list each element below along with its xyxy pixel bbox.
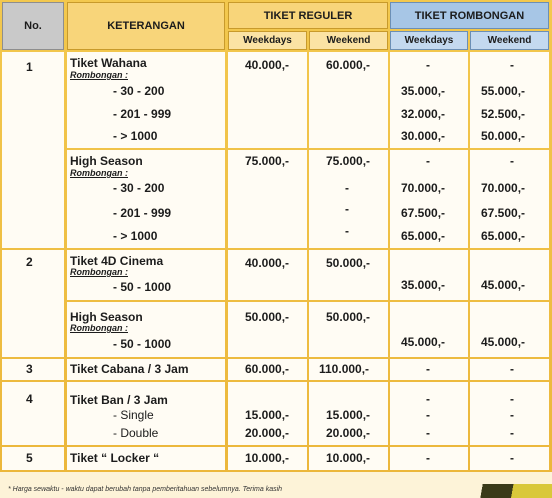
row4-rom-wd-cell	[390, 382, 468, 445]
row1-rom-weekdays-dash: -	[426, 58, 430, 72]
header-rombongan: TIKET ROMBONGAN	[390, 2, 549, 29]
row2b-rom-weekend: 45.000,-	[481, 335, 526, 349]
row2-reg-weekend: 50.000,-	[326, 256, 371, 270]
row1b-reg-weekend: 75.000,-	[326, 154, 371, 168]
row2b-reg-we-cell	[309, 302, 388, 357]
row2b-desc-cell	[67, 302, 225, 357]
row4-reg-we-cell	[309, 382, 388, 445]
row3-rom-weekdays-dash: -	[426, 362, 430, 376]
row2-reg-wd-cell	[228, 250, 307, 300]
row4-desc-cell	[67, 382, 225, 445]
row3-reg-wd-cell	[228, 359, 307, 380]
row3-desc-cell	[67, 359, 225, 380]
row1b-reg-we-cell	[309, 150, 388, 248]
row1-rom-weekend-1: 55.000,-	[481, 84, 526, 98]
row1b-rom-weekdays-3: 65.000,-	[401, 229, 446, 243]
row1-reg-we-cell	[309, 52, 388, 148]
row5-reg-weekdays: 10.000,-	[245, 451, 290, 465]
row2-title: Tiket 4D Cinema	[70, 254, 164, 268]
row2b-reg-wd-cell	[228, 302, 307, 357]
row1-rom-weekdays-1: 35.000,-	[401, 84, 446, 98]
row1-reg-weekend: 60.000,-	[326, 58, 371, 72]
row2-rom-weekend: 45.000,-	[481, 278, 526, 292]
row1b-rom-weekdays-2: 67.500,-	[401, 206, 446, 220]
row1b-group-1: - 30 - 200	[113, 181, 165, 195]
row1b-rom-weekend-3: 65.000,-	[481, 229, 526, 243]
row1-subtitle: Rombongan :	[70, 70, 128, 80]
row2-reg-we-cell	[309, 250, 388, 300]
row2-rom-we-cell	[470, 250, 549, 300]
row4-rom-weekend-dash-1: -	[510, 392, 514, 406]
row2-no-cell	[2, 250, 64, 357]
row4-rom-we-cell	[470, 382, 549, 445]
row5-number: 5	[26, 451, 33, 465]
row5-desc-cell	[67, 447, 225, 470]
row2b-reg-weekend: 50.000,-	[326, 310, 371, 324]
row2-subtitle: Rombongan :	[70, 267, 128, 277]
row4-reg-wd-cell	[228, 382, 307, 445]
row5-rom-weekdays-dash: -	[426, 451, 430, 465]
row5-no-cell	[2, 447, 64, 470]
header-keterangan: KETERANGAN	[67, 2, 225, 50]
row2-rom-wd-cell	[390, 250, 468, 300]
row1-group-3: - > 1000	[113, 129, 158, 143]
header-rombongan-weekdays: Weekdays	[390, 31, 468, 50]
row2-reg-weekdays: 40.000,-	[245, 256, 290, 270]
row4-double-weekend: 20.000,-	[326, 426, 371, 440]
row1-title: Tiket Wahana	[70, 56, 147, 70]
row1b-desc-cell	[67, 150, 225, 248]
row4-rom-weekend-dash-2: -	[510, 408, 514, 422]
row3-reg-weekdays: 60.000,-	[245, 362, 290, 376]
row4-title: Tiket Ban / 3 Jam	[70, 393, 168, 407]
footnote: * Harga sewaktu - waktu dapat berubah tanpa pemberitahuan sebelumnya. Terima kasih	[8, 486, 283, 493]
row4-rom-weekdays-dash-1: -	[426, 392, 430, 406]
row3-number: 3	[26, 362, 33, 376]
row1b-title: High Season	[70, 154, 143, 168]
row1b-reg-wd-cell	[228, 150, 307, 248]
row1-rom-weekend-dash: -	[510, 58, 514, 72]
row2-desc-cell	[67, 250, 225, 300]
header-reguler-weekdays: Weekdays	[228, 31, 307, 50]
row2-rom-weekdays: 35.000,-	[401, 278, 446, 292]
row1-no-cell	[2, 52, 64, 248]
header-reguler: TIKET REGULER	[228, 2, 388, 29]
row1-rom-weekdays-3: 30.000,-	[401, 129, 446, 143]
row4-no-cell	[2, 382, 64, 445]
row3-rom-weekend-dash: -	[510, 362, 514, 376]
row3-no-cell	[2, 359, 64, 380]
row1b-rom-weekend-2: 67.500,-	[481, 206, 526, 220]
row5-rom-weekend-dash: -	[510, 451, 514, 465]
row3-title: Tiket Cabana / 3 Jam	[70, 362, 189, 376]
row1b-group-2: - 201 - 999	[113, 206, 172, 220]
header-reguler-weekend: Weekend	[309, 31, 388, 50]
row5-reg-we-cell	[309, 447, 388, 470]
row4-rom-weekdays-dash-3: -	[426, 426, 430, 440]
row2-group: - 50 - 1000	[113, 280, 172, 294]
row4-single-weekend: 15.000,-	[326, 408, 371, 422]
row4-rom-weekend-dash-3: -	[510, 426, 514, 440]
row5-reg-wd-cell	[228, 447, 307, 470]
row4-number: 4	[26, 392, 33, 406]
row1b-rom-we-cell	[470, 150, 549, 248]
row1-rom-wd-cell	[390, 52, 468, 148]
row1-reg-weekdays: 40.000,-	[245, 58, 290, 72]
row1b-reg-weekend-dash-2: -	[345, 202, 349, 216]
row2b-reg-weekdays: 50.000,-	[245, 310, 290, 324]
row1-desc-cell	[67, 52, 225, 148]
row1-group-1: - 30 - 200	[113, 84, 165, 98]
row2b-rom-we-cell	[470, 302, 549, 357]
row5-rom-wd-cell	[390, 447, 468, 470]
row4-single-weekdays: 15.000,-	[245, 408, 290, 422]
row1-rom-weekend-2: 52.500,-	[481, 107, 526, 121]
row3-reg-we-cell	[309, 359, 388, 380]
row1b-rom-weekend-dash: -	[510, 154, 514, 168]
row1b-rom-weekend-1: 70.000,-	[481, 181, 526, 195]
row1-reg-wd-cell	[228, 52, 307, 148]
row1-rom-weekdays-2: 32.000,-	[401, 107, 446, 121]
row1-group-2: - 201 - 999	[113, 107, 172, 121]
row1b-reg-weekdays: 75.000,-	[245, 154, 290, 168]
row1b-reg-weekend-dash-1: -	[345, 181, 349, 195]
row1b-subtitle: Rombongan :	[70, 168, 128, 178]
row1-rom-we-cell	[470, 52, 549, 148]
row1b-rom-weekdays-1: 70.000,-	[401, 181, 446, 195]
row1-rom-weekend-3: 50.000,-	[481, 129, 526, 143]
row1b-reg-weekend-dash-3: -	[345, 224, 349, 238]
row2b-rom-weekdays: 45.000,-	[401, 335, 446, 349]
row2b-title: High Season	[70, 310, 143, 324]
row1b-group-3: - > 1000	[113, 229, 158, 243]
row4-single: - Single	[113, 408, 154, 422]
row4-rom-weekdays-dash-2: -	[426, 408, 430, 422]
row3-rom-we-cell	[470, 359, 549, 380]
row2-number: 2	[26, 255, 33, 269]
row1b-rom-weekdays-dash: -	[426, 154, 430, 168]
row2b-subtitle: Rombongan :	[70, 323, 128, 333]
header-no: No.	[2, 2, 64, 50]
row4-double-weekdays: 20.000,-	[245, 426, 290, 440]
row3-reg-weekend: 110.000,-	[319, 362, 370, 376]
row5-rom-we-cell	[470, 447, 549, 470]
row2b-group: - 50 - 1000	[113, 337, 172, 351]
row3-rom-wd-cell	[390, 359, 468, 380]
row2b-rom-wd-cell	[390, 302, 468, 357]
row5-title: Tiket “ Locker “	[70, 451, 160, 465]
header-rombongan-weekend: Weekend	[470, 31, 549, 50]
row5-reg-weekend: 10.000,-	[326, 451, 371, 465]
decorative-stripe	[452, 484, 552, 498]
row4-double: - Double	[113, 426, 159, 440]
row1b-rom-wd-cell	[390, 150, 468, 248]
row1-number: 1	[26, 60, 33, 74]
